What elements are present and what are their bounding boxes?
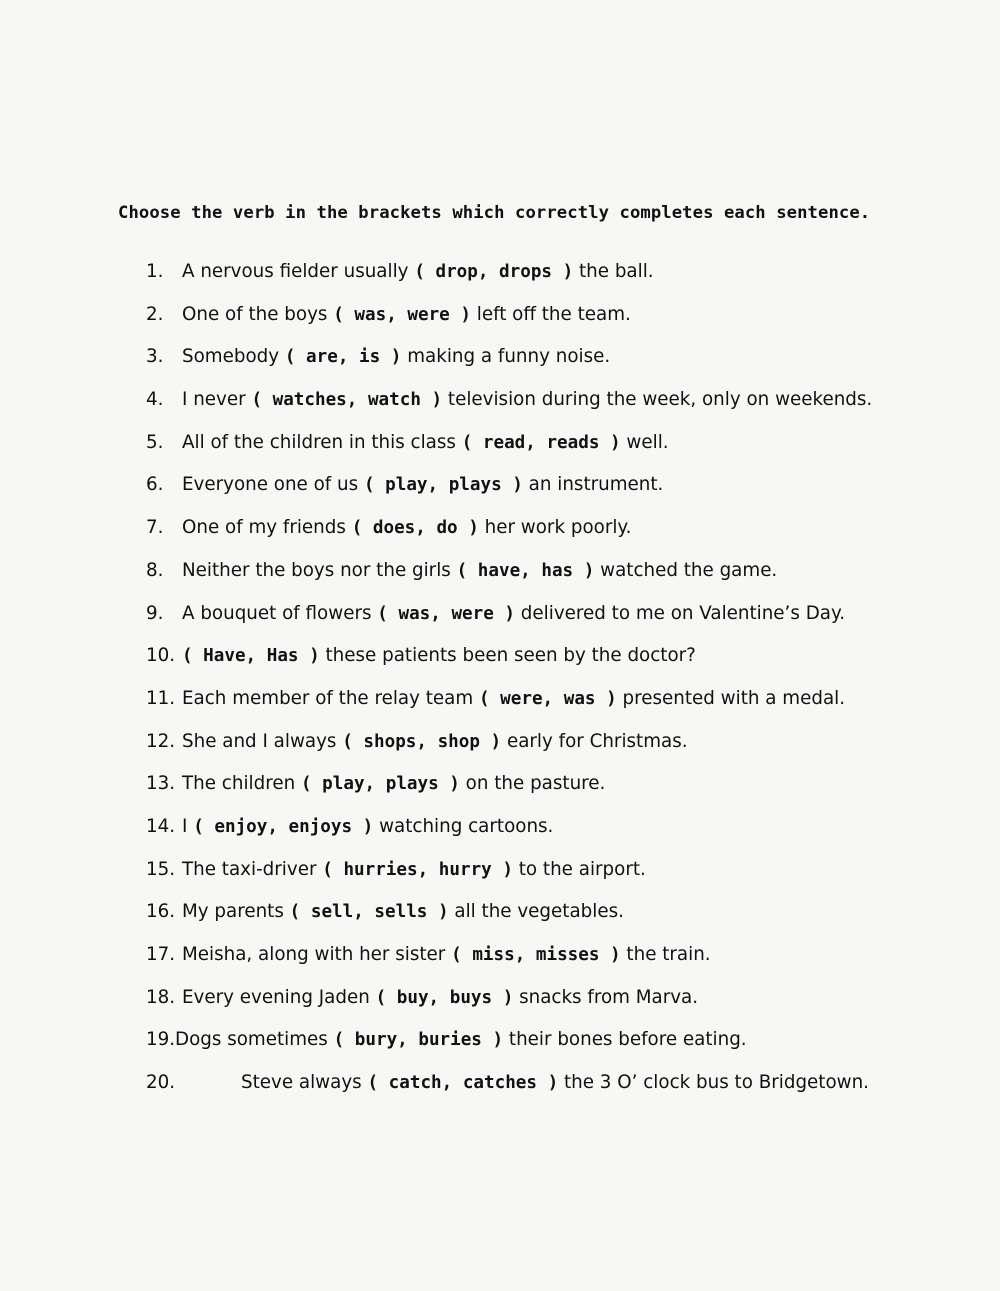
sentence-before: She and I always	[182, 730, 343, 752]
item-number: 18.	[146, 986, 176, 1008]
item-number: 3.	[146, 346, 164, 368]
sentence-before: Each member of the relay team	[182, 687, 479, 709]
verb-choice: ( was, were )	[377, 603, 515, 624]
item-number: 2.	[146, 303, 164, 325]
item-number: 12.	[146, 730, 176, 752]
sentence-after: an instrument.	[522, 474, 664, 496]
verb-choice: ( buy, buys )	[375, 987, 514, 1008]
sentence-before: I never	[182, 389, 252, 411]
item-number: 20.	[146, 1072, 176, 1094]
sentence-text	[182, 899, 624, 925]
sentence-after: watching cartoons.	[373, 815, 554, 837]
verb-choice: ( drop, drops )	[414, 262, 574, 282]
sentence-text	[182, 729, 688, 755]
sentence-before: The taxi-driver	[182, 858, 323, 880]
item-number: 7.	[146, 517, 164, 539]
verb-choice: ( hurries, hurry )	[322, 859, 513, 880]
sentence-after: left off the team.	[470, 303, 631, 325]
verb-choice: ( bury, buries )	[333, 1030, 504, 1051]
sentence-text	[182, 302, 631, 328]
sentence-after: making a funny noise.	[401, 346, 611, 368]
sentence-after: the 3 O’ clock bus to Bridgetown.	[558, 1072, 869, 1094]
sentence-before: A nervous fielder usually	[182, 261, 415, 282]
verb-choice: ( were, was )	[479, 688, 617, 709]
sentence-text	[182, 942, 711, 968]
sentence-text	[182, 558, 777, 584]
item-number: 10.	[146, 645, 176, 667]
sentence-text	[182, 857, 646, 883]
verb-choice: ( miss, misses )	[451, 945, 621, 965]
verb-choice: ( watches, watch )	[251, 390, 443, 411]
item-number: 19.	[146, 1029, 176, 1051]
sentence-before: I	[182, 815, 194, 837]
sentence-text	[182, 814, 553, 840]
sentence-before: Steve always	[241, 1072, 368, 1094]
sentence-before: One of my friends	[182, 517, 352, 539]
item-number: 16.	[146, 901, 176, 923]
sentence-before: Meisha, along with her sister	[182, 944, 452, 965]
item-number: 6.	[146, 474, 164, 496]
item-number: 5.	[146, 431, 164, 453]
item-number: 14.	[146, 815, 176, 837]
sentence-before: One of the boys	[182, 303, 334, 325]
instructions-heading: Choose the verb in the brackets which correctly completes each sentence.	[118, 203, 871, 223]
verb-choice: ( sell, sells )	[289, 902, 449, 923]
sentence-text	[182, 472, 663, 498]
item-number: 11.	[146, 687, 176, 709]
verb-choice: ( play, plays )	[363, 475, 523, 496]
sentence-before: Neither the boys nor the girls	[182, 559, 457, 581]
verb-choice: ( does, do )	[351, 518, 479, 539]
sentence-text	[182, 387, 872, 413]
verb-choice: ( are, is )	[284, 347, 402, 368]
sentence-text	[182, 259, 654, 285]
sentence-after: her work poorly.	[478, 517, 632, 539]
verb-choice: ( enjoy, enjoys )	[193, 816, 374, 837]
sentence-before: Dogs sometimes	[175, 1029, 334, 1051]
sentence-text	[182, 686, 845, 712]
sentence-after: to the airport.	[512, 858, 646, 880]
sentence-after: well.	[620, 431, 669, 453]
item-number: 15.	[146, 858, 176, 880]
sentence-after: presented with a medal.	[616, 687, 846, 709]
verb-choice: ( play, plays )	[300, 774, 460, 795]
sentence-after: television during the week, only on weekends.	[442, 389, 873, 411]
sentence-after: all the vegetables.	[448, 901, 624, 923]
sentence-text	[241, 1070, 869, 1096]
sentence-after: on the pasture.	[459, 773, 606, 795]
sentence-after: snacks from Marva.	[513, 986, 699, 1008]
sentence-after: watched the game.	[594, 559, 778, 581]
sentence-before: Somebody	[182, 346, 285, 368]
verb-choice: ( have, has )	[456, 560, 595, 581]
item-number: 9.	[146, 602, 164, 624]
sentence-text	[182, 643, 696, 669]
verb-choice: ( read, reads )	[461, 432, 621, 453]
sentence-text	[182, 515, 631, 541]
sentence-after: the ball.	[573, 261, 654, 282]
verb-choice: ( was, were )	[333, 304, 471, 325]
item-number: 17.	[146, 944, 176, 965]
sentence-after: early for Christmas.	[501, 730, 688, 752]
sentence-before: The children	[182, 773, 301, 795]
sentence-text	[175, 1027, 747, 1053]
sentence-after: their bones before eating.	[503, 1029, 747, 1051]
sentence-before: My parents	[182, 901, 290, 923]
sentence-text	[182, 344, 610, 370]
sentence-after: delivered to me on Valentine’s Day.	[515, 602, 846, 624]
sentence-text	[182, 985, 698, 1011]
sentence-text	[182, 771, 605, 797]
item-number: 13.	[146, 773, 176, 795]
sentence-after: these patients been seen by the doctor?	[319, 645, 696, 667]
sentence-text	[182, 430, 669, 456]
sentence-before: Every evening Jaden	[182, 986, 376, 1008]
sentence-after: the train.	[620, 944, 711, 965]
item-number: 8.	[146, 559, 164, 581]
sentence-text	[182, 601, 845, 627]
verb-choice: ( shops, shop )	[342, 731, 502, 752]
sentence-before: A bouquet of flowers	[182, 602, 378, 624]
verb-choice: ( Have, Has )	[182, 646, 320, 667]
verb-choice: ( catch, catches )	[367, 1073, 559, 1094]
sentence-before: Everyone one of us	[182, 474, 364, 496]
sentence-before: All of the children in this class	[182, 431, 462, 453]
item-number: 1.	[146, 261, 164, 282]
item-number: 4.	[146, 389, 164, 411]
